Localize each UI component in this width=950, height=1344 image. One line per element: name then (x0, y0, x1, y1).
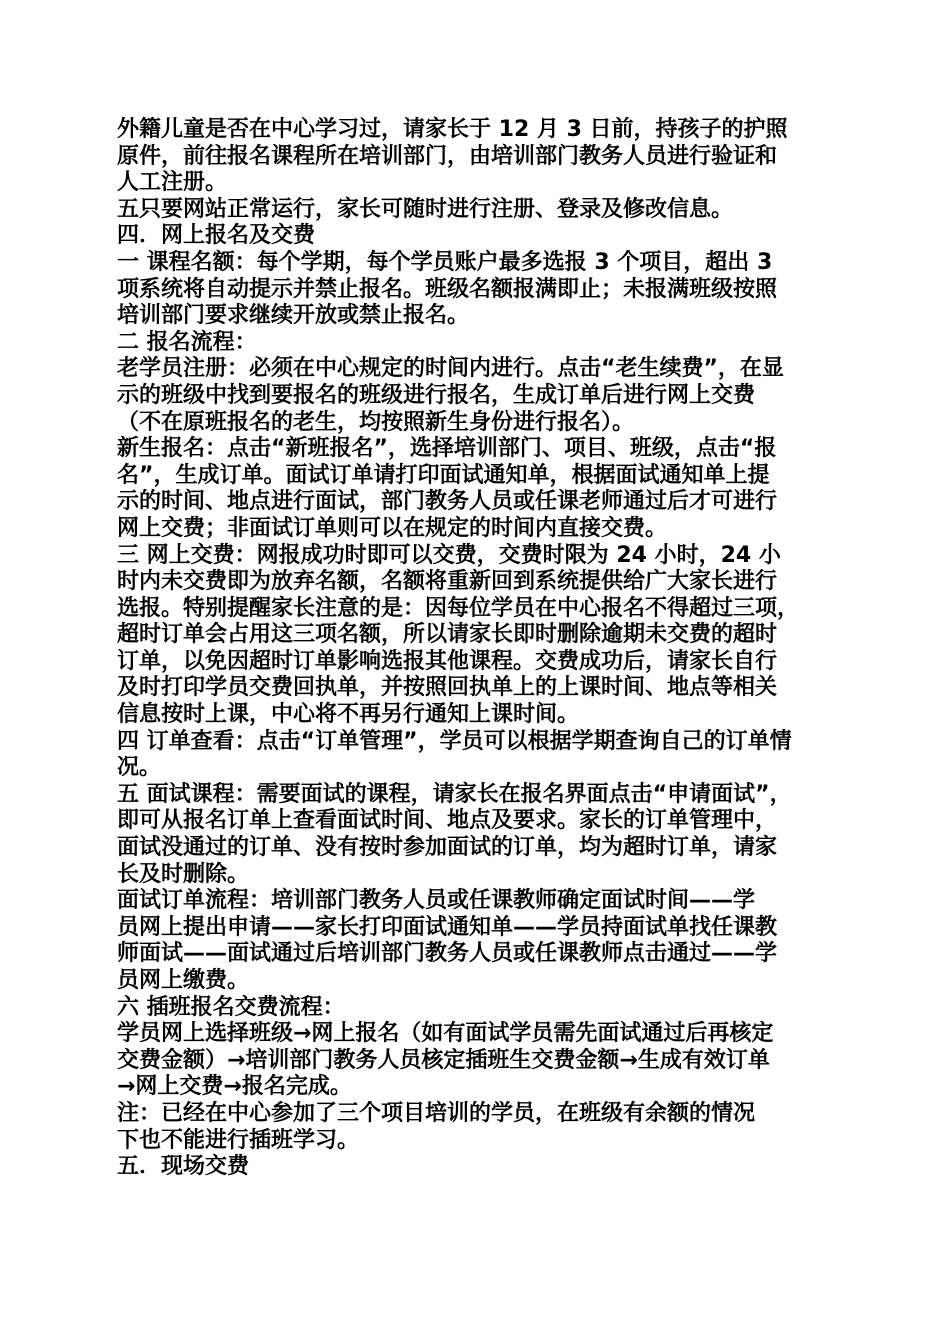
text-line: 外籍儿童是否在中心学习过，请家长于 12 月 3 日前，持孩子的护照 (117, 117, 788, 142)
text-line: 员网上提出申请——家长打印面试通知单——学员持面试单找任课教 (117, 914, 778, 940)
text-line: 名”，生成订单。面试订单请打印面试通知单，根据面试通知单上提 (117, 462, 770, 488)
text-line: 学员网上选择班级→网上报名（如有面试学员需先面试通过后再核定 (117, 1021, 774, 1047)
text-line: 员网上缴费。 (117, 968, 250, 993)
subsection-heading: 二 报名流程： (117, 329, 257, 355)
subsection-heading: 六 插班报名交费流程： (117, 994, 345, 1020)
text-line: 五 面试课程：需要面试的课程，请家长在报名界面点击“申请面试”， (117, 781, 792, 807)
text-line: →网上交费→报名完成。 (117, 1074, 352, 1100)
section-heading: 五．现场交费 (117, 1154, 250, 1180)
text-line: 下也不能进行插班学习。 (117, 1127, 360, 1153)
text-line: 超时订单会占用这三项名额，所以请家长即时删除逾期未交费的超时 (117, 622, 778, 648)
text-line: 原件，前往报名课程所在培训部门，由培训部门教务人员进行验证和 (117, 143, 778, 169)
text-line: 面试没通过的订单、没有按时参加面试的订单，均为超时订单，请家 (117, 835, 778, 861)
text-line: 长及时删除。 (117, 861, 250, 887)
text-line: 一 课程名额：每个学期，每个学员账户最多选报 3 个项目，超出 3 (117, 249, 773, 275)
text-line: 时内未交费即为放弃名额，名额将重新回到系统提供给广大家长进行 (117, 569, 778, 595)
text-line: 人工注册。 (117, 170, 228, 196)
text-line: 网上交费；非面试订单则可以在规定的时间内直接交费。 (117, 515, 668, 541)
text-line: 三 网上交费：网报成功时即可以交费，交费时限为 24 小时，24 小 (117, 542, 781, 568)
text-line: 五只要网站正常运行，家长可随时进行注册、登录及修改信息。 (117, 196, 734, 222)
text-line: 四 订单查看：点击“订单管理”，学员可以根据学期查询自己的订单情 (117, 728, 792, 754)
text-line: 订单，以免因超时订单影响选报其他课程。交费成功后，请家长自行 (117, 648, 778, 674)
text-line: 新生报名：点击“新班报名”，选择培训部门、项目、班级，点击“报 (117, 436, 777, 462)
text-line: 示的班级中找到要报名的班级进行报名，生成订单后进行网上交费 (117, 382, 756, 408)
text-line: （不在原班报名的老生，均按照新生身份进行报名）。 (117, 409, 635, 435)
text-line: 及时打印学员交费回执单，并按照回执单上的上课时间、地点等相关 (117, 675, 778, 701)
text-line: 即可从报名订单上查看面试时间、地点及要求。家长的订单管理中， (117, 808, 778, 834)
text-line: 培训部门要求继续开放或禁止报名。 (117, 303, 470, 329)
text-line: 选报。特别提醒家长注意的是：因每位学员在中心报名不得超过三项， (117, 595, 800, 621)
text-line: 交费金额）→培训部门教务人员核定插班生交费金额→生成有效订单 (117, 1047, 770, 1073)
section-heading: 四．网上报名及交费 (117, 223, 316, 249)
text-line: 信息按时上课，中心将不再另行通知上课时间。 (117, 702, 580, 728)
text-line: 况。 (117, 755, 162, 781)
text-line: 面试订单流程：培训部门教务人员或任课教师确定面试时间——学 (117, 888, 756, 914)
text-line: 示的时间、地点进行面试，部门教务人员或任课老师通过后才可进行 (117, 489, 778, 515)
document-body (117, 117, 847, 1181)
text-line: 项系统将自动提示并禁止报名。班级名额报满即止；未报满班级按照 (117, 276, 778, 302)
text-line: 师面试——面试通过后培训部门教务人员或任课教师点击通过——学 (117, 941, 778, 967)
text-line: 老学员注册：必须在中心规定的时间内进行。点击“老生续费”，在显 (117, 356, 784, 382)
text-line: 注：已经在中心参加了三个项目培训的学员，在班级有余额的情况 (117, 1100, 756, 1126)
